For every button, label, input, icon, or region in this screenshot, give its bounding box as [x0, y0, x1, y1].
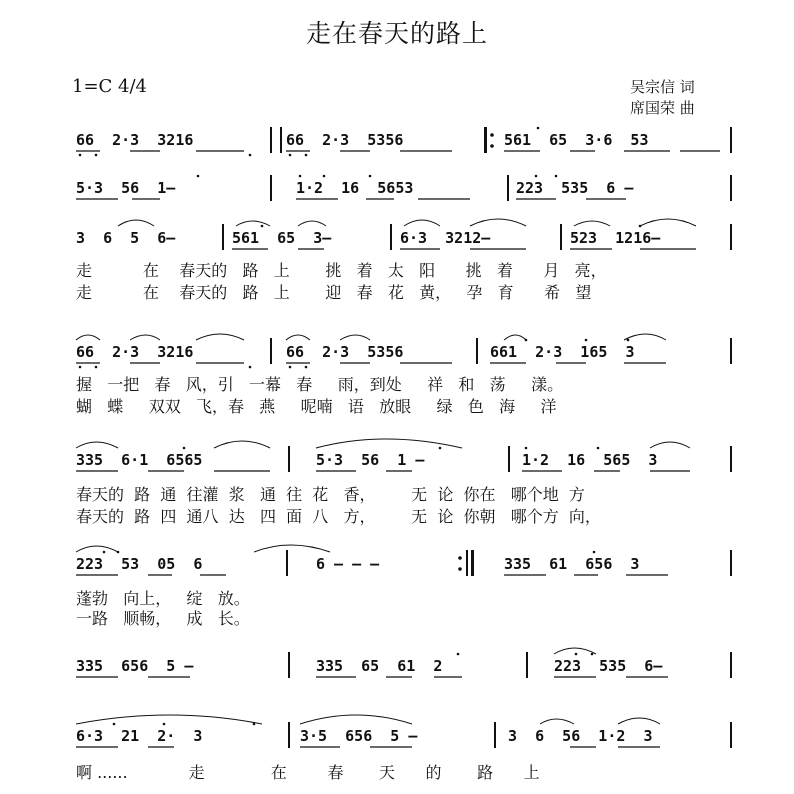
lyric-line: 握 一把 春 风，引 一幕 春 雨，到处 祥 和 荡 漾。: [76, 375, 564, 394]
key-signature: 1=C 4/4: [72, 76, 147, 97]
beams: [76, 151, 720, 747]
measure-notes: 661 2·3 165 3: [490, 343, 635, 361]
measure-notes: 1·2 16 5653: [296, 179, 414, 197]
song-title: 走在春天的路上: [305, 19, 488, 48]
measure-notes: 3 6 5 6—: [76, 229, 176, 247]
measure-notes: 561 65 3—: [232, 229, 332, 247]
lyric-line: 走 在 春天的 路 上 挑 着 太 阳 挑 着 月 亮，: [76, 261, 607, 280]
measure-notes: 335 61 656 3: [504, 555, 640, 573]
measure-notes: 3 6 56 1·2 3: [508, 727, 653, 745]
measure-notes: 335 65 61 2: [316, 657, 443, 675]
lyric-line: 一路 顺畅， 成 长。: [76, 609, 250, 628]
measure-notes: 66 2·3 3216: [76, 343, 194, 361]
measure-notes: 335 656 5 —: [76, 657, 194, 675]
lyric-line: 蓬勃 向上， 绽 放。: [76, 589, 250, 608]
composer-credit: 席国荣 曲: [630, 99, 695, 117]
measure-notes: 6 — — —: [316, 555, 380, 573]
measure-notes: 66 2·3 5356: [286, 131, 404, 149]
measure-notes: 3·5 656 5 —: [300, 727, 418, 745]
measure-notes: 223 53 05 6: [76, 555, 203, 573]
lyric-line: 啊 ...... 走 在 春 天 的 路 上: [76, 763, 540, 782]
lyric-line: 蝴 蝶 双双 飞，春 燕 呢喃 语 放眼 绿 色 海 洋: [76, 397, 557, 416]
measure-notes: 223 535 6 —: [516, 179, 634, 197]
measure-notes: 335 6·1 6565: [76, 451, 203, 469]
measure-notes: 523 1216—: [570, 229, 661, 247]
lyric-line: 走 在 春天的 路 上 迎 春 花 黄， 孕 育 希 望: [76, 283, 592, 302]
lyric-line: 春天的 路 通 往灌 浆 通 往 花 香， 无 论 你在 哪个地 方: [76, 485, 585, 504]
measure-notes: 1·2 16 565 3: [522, 451, 658, 469]
measure-notes: 561 65 3·6 53: [504, 131, 649, 149]
lyricist-credit: 吴宗信 词: [630, 78, 695, 96]
measure-notes: 6·3 3212—: [400, 229, 491, 247]
measure-notes: 66 2·3 3216: [76, 131, 194, 149]
measure-notes: 223 535 6—: [554, 657, 663, 675]
lyric-line: 春天的 路 四 通八 达 四 面 八 方， 无 论 你朝 哪个方 向，: [76, 507, 601, 526]
measure-notes: 6·3 21 2· 3: [76, 727, 203, 745]
measure-notes: 66 2·3 5356: [286, 343, 404, 361]
measure-notes: 5·3 56 1 —: [316, 451, 425, 469]
octave-dots: [79, 127, 642, 726]
measure-notes: 5·3 56 1—: [76, 179, 176, 197]
